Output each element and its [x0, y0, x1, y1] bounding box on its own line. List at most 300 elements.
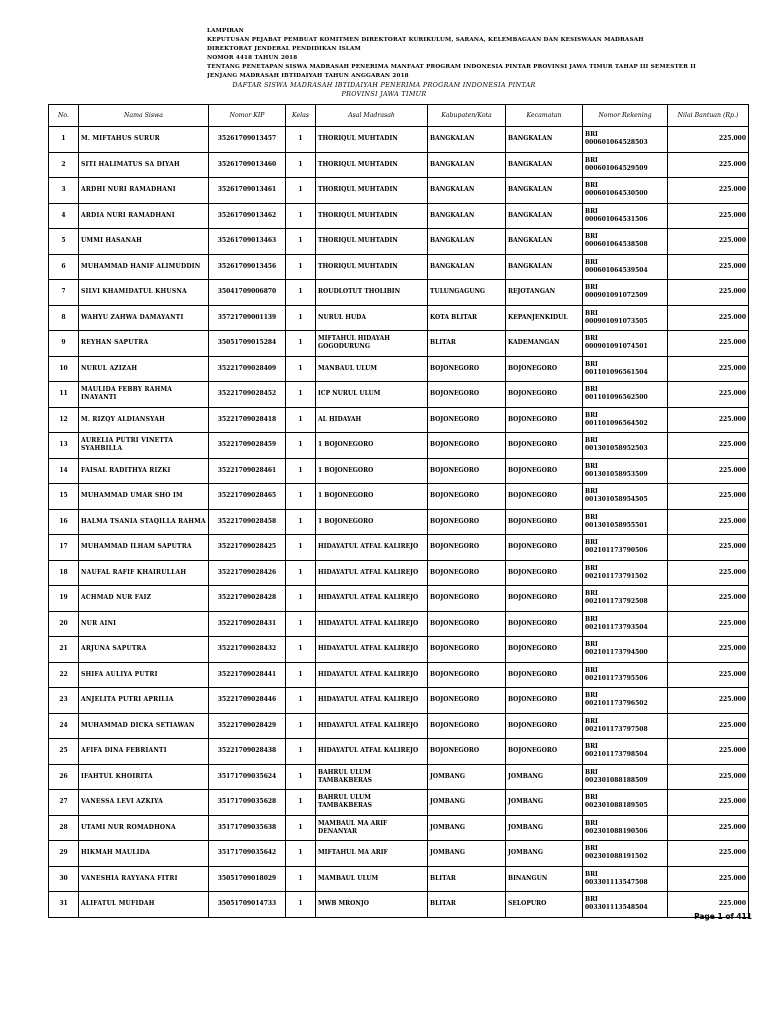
account-number: 002101173792508 [585, 598, 648, 606]
cell-kelas: 1 [286, 280, 316, 306]
cell-rekening [583, 713, 668, 739]
cell-kabupaten: BANGKALAN [428, 127, 506, 153]
bank-name: BRI [585, 819, 598, 827]
col-header-kip: Nomor KIP [209, 105, 286, 127]
bank-name: BRI [585, 794, 598, 802]
cell-nilai: 225.000 [668, 254, 749, 280]
cell-kelas: 1 [286, 356, 316, 382]
cell-nilai: 225.000 [668, 127, 749, 153]
account-number: 002101173791502 [585, 572, 648, 580]
table-row [49, 305, 749, 331]
account-number: 002101173794500 [585, 649, 648, 657]
col-header-nilai: Nilai Bantuan (Rp.) [668, 105, 749, 127]
cell-rekening [583, 560, 668, 586]
cell-madrasah: 1 BOJONEGORO [316, 433, 428, 459]
table-row [49, 637, 749, 663]
cell-kecamatan: BOJONEGORO [506, 382, 583, 408]
cell-kip: 35051709014733 [209, 892, 286, 918]
account-number: 001301058955501 [585, 521, 648, 529]
cell-nama: VANESHIA RAYYANA FITRI [79, 866, 209, 892]
cell-kecamatan: BOJONEGORO [506, 407, 583, 433]
cell-madrasah: THORIQUL MUHTADIN [316, 229, 428, 255]
cell-nilai: 225.000 [668, 739, 749, 765]
cell-nilai: 225.000 [668, 764, 749, 790]
table-row [49, 611, 749, 637]
cell-rekening [583, 586, 668, 612]
cell-madrasah: HIDAYATUL ATFAL KALIREJO [316, 739, 428, 765]
account-number: 001301058952503 [585, 445, 648, 453]
cell-nama: M. RIZQY ALDIANSYAH [79, 407, 209, 433]
bank-name: BRI [585, 488, 598, 496]
cell-rekening [583, 484, 668, 510]
cell-rekening [583, 458, 668, 484]
cell-no: 15 [49, 484, 79, 510]
cell-kip: 35261709013462 [209, 203, 286, 229]
cell-madrasah: MAMBAUL ULUM [316, 866, 428, 892]
cell-nilai: 225.000 [668, 841, 749, 867]
cell-rekening [583, 127, 668, 153]
table-row [49, 713, 749, 739]
account-number: 002301088191502 [585, 853, 648, 861]
cell-madrasah: THORIQUL MUHTADIN [316, 178, 428, 204]
cell-kecamatan: BOJONEGORO [506, 739, 583, 765]
bank-name: BRI [585, 462, 598, 470]
cell-kabupaten: BOJONEGORO [428, 509, 506, 535]
cell-rekening [583, 331, 668, 357]
cell-kelas: 1 [286, 254, 316, 280]
cell-kecamatan: BANGKALAN [506, 254, 583, 280]
cell-no: 27 [49, 790, 79, 816]
cell-kecamatan: BOJONEGORO [506, 637, 583, 663]
page-number: Page 1 of 411 [694, 912, 752, 921]
cell-nama: UMMI HASANAH [79, 229, 209, 255]
bank-name: BRI [585, 335, 598, 343]
header-line: LAMPIRAN [207, 28, 244, 34]
cell-nilai: 225.000 [668, 203, 749, 229]
cell-kip: 35221709028438 [209, 739, 286, 765]
cell-madrasah: THORIQUL MUHTADIN [316, 152, 428, 178]
cell-kecamatan: BANGKALAN [506, 127, 583, 153]
cell-kecamatan: BINANGUN [506, 866, 583, 892]
cell-madrasah: 1 BOJONEGORO [316, 509, 428, 535]
cell-kelas: 1 [286, 178, 316, 204]
cell-nilai: 225.000 [668, 892, 749, 918]
cell-kecamatan: BOJONEGORO [506, 433, 583, 459]
cell-kecamatan: BOJONEGORO [506, 484, 583, 510]
cell-no: 17 [49, 535, 79, 561]
cell-madrasah: ROUDLOTUT THOLIBIN [316, 280, 428, 306]
table-row [49, 152, 749, 178]
cell-kabupaten: BOJONEGORO [428, 739, 506, 765]
table-row [49, 739, 749, 765]
account-number: 000901091072509 [585, 292, 648, 300]
cell-nilai: 225.000 [668, 484, 749, 510]
bank-name: BRI [585, 233, 598, 241]
cell-kecamatan: JOMBANG [506, 764, 583, 790]
cell-kelas: 1 [286, 586, 316, 612]
cell-kelas: 1 [286, 535, 316, 561]
cell-madrasah: HIDAYATUL ATFAL KALIREJO [316, 637, 428, 663]
table-row [49, 815, 749, 841]
bank-name: BRI [585, 284, 598, 292]
cell-kecamatan: BOJONEGORO [506, 535, 583, 561]
cell-kabupaten: BANGKALAN [428, 178, 506, 204]
cell-nama: HALMA TSANIA STAQILLA RAHMA [79, 509, 209, 535]
bank-name: BRI [585, 717, 598, 725]
cell-kabupaten: BOJONEGORO [428, 560, 506, 586]
cell-nama: WAHYU ZAHWA DAMAYANTI [79, 305, 209, 331]
cell-nama: SHIFA AULIYA PUTRI [79, 662, 209, 688]
bank-name: BRI [585, 896, 598, 904]
cell-madrasah: MAMBAUL MA ARIF DENANYAR [316, 815, 428, 841]
cell-rekening [583, 152, 668, 178]
cell-kabupaten: BOJONEGORO [428, 611, 506, 637]
table-row [49, 688, 749, 714]
cell-madrasah: THORIQUL MUHTADIN [316, 203, 428, 229]
cell-rekening [583, 892, 668, 918]
cell-kip: 35221709028465 [209, 484, 286, 510]
cell-kelas: 1 [286, 713, 316, 739]
cell-nilai: 225.000 [668, 382, 749, 408]
col-header-kabupaten: Kabupaten/Kota [428, 105, 506, 127]
cell-kelas: 1 [286, 764, 316, 790]
cell-nilai: 225.000 [668, 433, 749, 459]
cell-kelas: 1 [286, 305, 316, 331]
header-line: NOMOR 4418 TAHUN 2018 [207, 55, 298, 61]
cell-kip: 35221709028418 [209, 407, 286, 433]
cell-madrasah: MWB MRONJO [316, 892, 428, 918]
cell-kabupaten: BOJONEGORO [428, 535, 506, 561]
account-number: 002101173790506 [585, 547, 648, 555]
account-number: 003301113547508 [585, 878, 648, 886]
title-line-2: PROVINSI JAWA TIMUR [341, 90, 427, 98]
table-row [49, 178, 749, 204]
cell-nama: FAISAL RADITHYA RIZKI [79, 458, 209, 484]
cell-kelas: 1 [286, 841, 316, 867]
account-number: 001101096564502 [585, 419, 648, 427]
bank-name: BRI [585, 666, 598, 674]
cell-nilai: 225.000 [668, 305, 749, 331]
cell-nilai: 225.000 [668, 611, 749, 637]
cell-kip: 35221709028458 [209, 509, 286, 535]
cell-kabupaten: BOJONEGORO [428, 637, 506, 663]
cell-rekening [583, 662, 668, 688]
cell-nama: NURUL AZIZAH [79, 356, 209, 382]
cell-madrasah: ICP NURUL ULUM [316, 382, 428, 408]
cell-kelas: 1 [286, 815, 316, 841]
table-row [49, 586, 749, 612]
cell-no: 20 [49, 611, 79, 637]
cell-kelas: 1 [286, 560, 316, 586]
cell-madrasah: HIDAYATUL ATFAL KALIREJO [316, 662, 428, 688]
cell-madrasah: MIFTAHUL MA ARIF [316, 841, 428, 867]
cell-kabupaten: JOMBANG [428, 790, 506, 816]
cell-nama: ACHMAD NUR FAIZ [79, 586, 209, 612]
table-row [49, 841, 749, 867]
cell-nilai: 225.000 [668, 866, 749, 892]
table-row [49, 203, 749, 229]
cell-no: 13 [49, 433, 79, 459]
cell-rekening [583, 203, 668, 229]
col-header-kecamatan: Kecamatan [506, 105, 583, 127]
cell-kecamatan: REJOTANGAN [506, 280, 583, 306]
cell-no: 21 [49, 637, 79, 663]
account-number: 000901091074501 [585, 343, 648, 351]
cell-kip: 35261709013457 [209, 127, 286, 153]
cell-madrasah: 1 BOJONEGORO [316, 484, 428, 510]
cell-kecamatan: BANGKALAN [506, 152, 583, 178]
cell-nama: SITI HALIMATUS SA DIYAH [79, 152, 209, 178]
bank-name: BRI [585, 182, 598, 190]
cell-kip: 35221709028428 [209, 586, 286, 612]
col-header-rekening: Nomor Rekening [583, 105, 668, 127]
cell-madrasah: HIDAYATUL ATFAL KALIREJO [316, 713, 428, 739]
cell-kabupaten: KOTA BLITAR [428, 305, 506, 331]
cell-nilai: 225.000 [668, 560, 749, 586]
cell-rekening [583, 509, 668, 535]
table-row [49, 560, 749, 586]
cell-nama: ANJELITA PUTRI APRILIA [79, 688, 209, 714]
cell-kecamatan: BANGKALAN [506, 203, 583, 229]
cell-no: 19 [49, 586, 79, 612]
cell-kip: 35721709001139 [209, 305, 286, 331]
table-header-row [49, 105, 749, 127]
cell-kelas: 1 [286, 407, 316, 433]
cell-kecamatan: KEPANJENKIDUL [506, 305, 583, 331]
cell-kip: 35051709015284 [209, 331, 286, 357]
cell-no: 18 [49, 560, 79, 586]
cell-kecamatan: BOJONEGORO [506, 688, 583, 714]
bank-name: BRI [585, 360, 598, 368]
table-row [49, 407, 749, 433]
account-number: 000601064529509 [585, 164, 648, 172]
cell-kabupaten: BOJONEGORO [428, 433, 506, 459]
account-number: 000601064538508 [585, 241, 648, 249]
bank-name: BRI [585, 437, 598, 445]
cell-kip: 35171709035638 [209, 815, 286, 841]
cell-kelas: 1 [286, 203, 316, 229]
cell-rekening [583, 433, 668, 459]
account-number: 001301058954505 [585, 496, 648, 504]
cell-no: 6 [49, 254, 79, 280]
cell-madrasah: HIDAYATUL ATFAL KALIREJO [316, 586, 428, 612]
cell-rekening [583, 356, 668, 382]
cell-no: 4 [49, 203, 79, 229]
cell-nilai: 225.000 [668, 356, 749, 382]
cell-kabupaten: BOJONEGORO [428, 356, 506, 382]
cell-nilai: 225.000 [668, 509, 749, 535]
cell-nilai: 225.000 [668, 152, 749, 178]
cell-kabupaten: BOJONEGORO [428, 586, 506, 612]
cell-kelas: 1 [286, 637, 316, 663]
cell-kabupaten: BANGKALAN [428, 203, 506, 229]
cell-no: 30 [49, 866, 79, 892]
cell-kecamatan: SELOPURO [506, 892, 583, 918]
bank-name: BRI [585, 590, 598, 598]
cell-nama: ARDHI NURI RAMADHANI [79, 178, 209, 204]
account-number: 003301113548504 [585, 904, 648, 912]
cell-nilai: 225.000 [668, 662, 749, 688]
cell-kip: 35261709013456 [209, 254, 286, 280]
cell-rekening [583, 841, 668, 867]
cell-kip: 35261709013463 [209, 229, 286, 255]
document-title [0, 81, 768, 99]
cell-nilai: 225.000 [668, 688, 749, 714]
cell-nilai: 225.000 [668, 407, 749, 433]
account-number: 001301058953509 [585, 470, 648, 478]
cell-kip: 35221709028432 [209, 637, 286, 663]
table-row [49, 229, 749, 255]
cell-kelas: 1 [286, 662, 316, 688]
bank-name: BRI [585, 207, 598, 215]
cell-kip: 35221709028461 [209, 458, 286, 484]
cell-rekening [583, 407, 668, 433]
cell-no: 8 [49, 305, 79, 331]
cell-kabupaten: JOMBANG [428, 815, 506, 841]
cell-no: 31 [49, 892, 79, 918]
bank-name: BRI [585, 131, 598, 139]
table-row [49, 356, 749, 382]
cell-kecamatan: BOJONEGORO [506, 509, 583, 535]
header-line: DIREKTORAT JENDERAL PENDIDIKAN ISLAM [207, 46, 361, 52]
cell-madrasah: AL HIDAYAH [316, 407, 428, 433]
cell-rekening [583, 790, 668, 816]
cell-kabupaten: BANGKALAN [428, 229, 506, 255]
cell-nama: MUHAMMAD ILHAM SAPUTRA [79, 535, 209, 561]
bank-name: BRI [585, 615, 598, 623]
cell-kip: 35261709013461 [209, 178, 286, 204]
title-line-1: DAFTAR SISWA MADRASAH IBTIDAIYAH PENERIMA PROGRAM INDONESIA PINTAR [232, 81, 536, 89]
cell-kabupaten: BOJONEGORO [428, 713, 506, 739]
cell-kabupaten: BOJONEGORO [428, 458, 506, 484]
cell-nilai: 225.000 [668, 815, 749, 841]
cell-madrasah: THORIQUL MUHTADIN [316, 254, 428, 280]
account-number: 000601064530500 [585, 190, 648, 198]
table-row [49, 127, 749, 153]
cell-madrasah: HIDAYATUL ATFAL KALIREJO [316, 688, 428, 714]
cell-kelas: 1 [286, 433, 316, 459]
cell-kecamatan: BANGKALAN [506, 229, 583, 255]
cell-madrasah: NURUL HUDA [316, 305, 428, 331]
cell-no: 24 [49, 713, 79, 739]
cell-kabupaten: BANGKALAN [428, 152, 506, 178]
bank-name: BRI [585, 692, 598, 700]
account-number: 002101173797508 [585, 725, 648, 733]
cell-kip: 35171709035624 [209, 764, 286, 790]
table-row [49, 254, 749, 280]
cell-no: 7 [49, 280, 79, 306]
cell-kelas: 1 [286, 790, 316, 816]
table-row [49, 892, 749, 918]
account-number: 002301088188509 [585, 776, 648, 784]
cell-nilai: 225.000 [668, 331, 749, 357]
cell-kelas: 1 [286, 688, 316, 714]
cell-kabupaten: BLITAR [428, 866, 506, 892]
cell-kecamatan: BOJONEGORO [506, 458, 583, 484]
account-number: 002301088189505 [585, 802, 648, 810]
cell-nama: MAULIDA FEBBY RAHMA INAYANTI [79, 382, 209, 408]
table-row [49, 662, 749, 688]
cell-kabupaten: BLITAR [428, 892, 506, 918]
cell-kecamatan: JOMBANG [506, 790, 583, 816]
cell-madrasah: BAHRUL ULUM TAMBAKBERAS [316, 764, 428, 790]
cell-kelas: 1 [286, 127, 316, 153]
cell-kip: 35221709028446 [209, 688, 286, 714]
cell-kecamatan: BOJONEGORO [506, 611, 583, 637]
cell-kelas: 1 [286, 382, 316, 408]
cell-kecamatan: BANGKALAN [506, 178, 583, 204]
cell-nama: NUR AINI [79, 611, 209, 637]
table-row [49, 790, 749, 816]
cell-kip: 35221709028431 [209, 611, 286, 637]
cell-kelas: 1 [286, 892, 316, 918]
cell-kelas: 1 [286, 458, 316, 484]
cell-madrasah: HIDAYATUL ATFAL KALIREJO [316, 611, 428, 637]
cell-nama: NAUFAL RAFIF KHAIRULLAH [79, 560, 209, 586]
account-number: 001101096562500 [585, 394, 648, 402]
col-header-nama: Nama Siswa [79, 105, 209, 127]
cell-madrasah: MIFTAHUL HIDAYAH GOGODURUNG [316, 331, 428, 357]
cell-no: 12 [49, 407, 79, 433]
cell-madrasah: 1 BOJONEGORO [316, 458, 428, 484]
cell-no: 5 [49, 229, 79, 255]
cell-kip: 35221709028452 [209, 382, 286, 408]
cell-kabupaten: BOJONEGORO [428, 688, 506, 714]
header-line: JENJANG MADRASAH IBTIDAIYAH TAHUN ANGGARAN 2018 [207, 73, 409, 79]
bank-name: BRI [585, 156, 598, 164]
cell-kabupaten: BOJONEGORO [428, 407, 506, 433]
cell-no: 22 [49, 662, 79, 688]
cell-kip: 35171709035628 [209, 790, 286, 816]
cell-rekening [583, 739, 668, 765]
cell-rekening [583, 382, 668, 408]
cell-rekening [583, 688, 668, 714]
bank-name: BRI [585, 564, 598, 572]
cell-nilai: 225.000 [668, 229, 749, 255]
table-row [49, 331, 749, 357]
cell-kecamatan: KADEMANGAN [506, 331, 583, 357]
cell-kabupaten: TULUNGAGUNG [428, 280, 506, 306]
cell-nilai: 225.000 [668, 535, 749, 561]
cell-madrasah: THORIQUL MUHTADIN [316, 127, 428, 153]
cell-nilai: 225.000 [668, 637, 749, 663]
cell-kabupaten: BOJONEGORO [428, 662, 506, 688]
bank-name: BRI [585, 411, 598, 419]
cell-nama: AURELIA PUTRI VINETTA SYAHBILLA [79, 433, 209, 459]
table-row [49, 509, 749, 535]
bank-name: BRI [585, 258, 598, 266]
cell-kelas: 1 [286, 739, 316, 765]
bank-name: BRI [585, 513, 598, 521]
cell-nama: UTAMI NUR ROMADHONA [79, 815, 209, 841]
cell-no: 16 [49, 509, 79, 535]
bank-name: BRI [585, 539, 598, 547]
cell-no: 9 [49, 331, 79, 357]
cell-no: 3 [49, 178, 79, 204]
cell-kelas: 1 [286, 331, 316, 357]
cell-no: 29 [49, 841, 79, 867]
cell-kecamatan: BOJONEGORO [506, 713, 583, 739]
cell-kip: 35221709028429 [209, 713, 286, 739]
cell-nama: MUHAMMAD HANIF ALIMUDDIN [79, 254, 209, 280]
cell-nilai: 225.000 [668, 458, 749, 484]
cell-no: 25 [49, 739, 79, 765]
account-number: 000601064539504 [585, 266, 648, 274]
cell-nama: AFIFA DINA FEBRIANTI [79, 739, 209, 765]
cell-no: 23 [49, 688, 79, 714]
cell-nama: M. MIFTAHUS SURUR [79, 127, 209, 153]
cell-kabupaten: JOMBANG [428, 764, 506, 790]
